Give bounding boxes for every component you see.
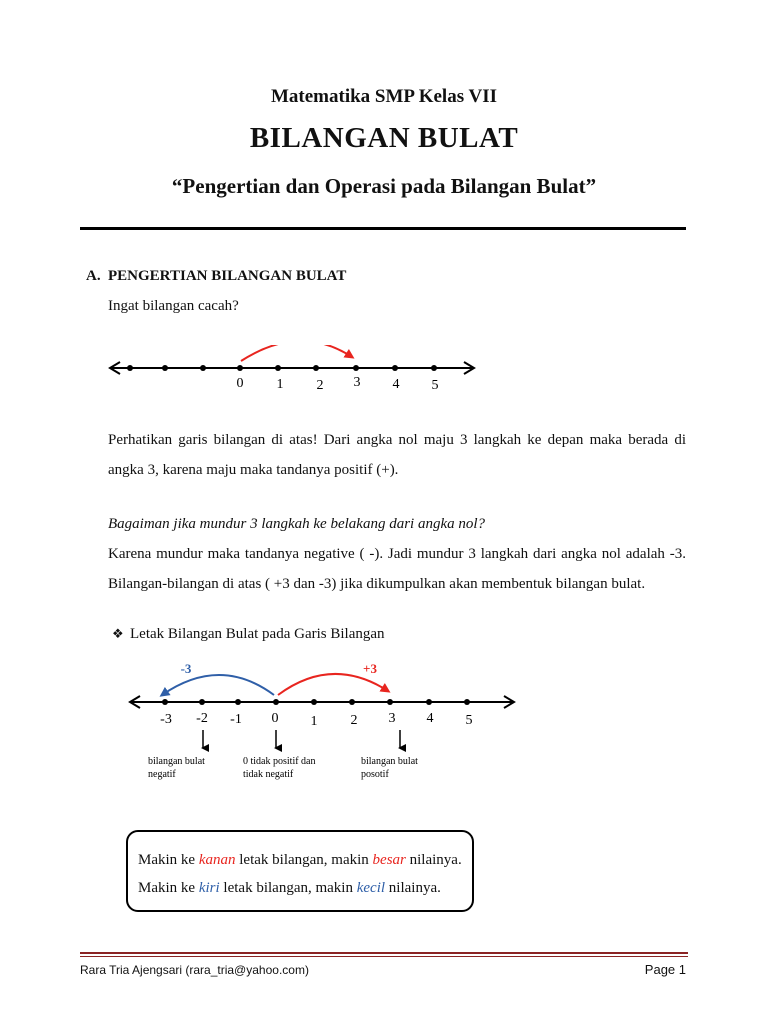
tick-dot <box>275 365 281 371</box>
tick-dot <box>127 365 133 371</box>
tick-dot <box>273 699 279 705</box>
note-emphasis: kanan <box>198 852 236 868</box>
diamond-bullet-icon: ❖ <box>112 626 124 641</box>
note-emphasis: kecil <box>356 880 386 896</box>
note-emphasis: kiri <box>198 880 220 896</box>
tick-dot <box>464 699 470 705</box>
minus-three-arrow <box>162 675 274 695</box>
tick-label: -2 <box>196 711 208 726</box>
note-text: letak bilangan, makin <box>219 880 357 896</box>
paragraph-explanation: Perhatikan garis bilangan di atas! Dari angka nol maju 3 langkah ke depan maka berada di angka 3, karena maju maka tandanya positif (+). <box>108 432 686 478</box>
section-title: PENGERTIAN BILANGAN BULAT <box>108 268 347 284</box>
tick-label: 0 <box>236 376 244 391</box>
tick-dot <box>200 365 206 371</box>
tick-label: 4 <box>426 711 434 726</box>
note-text: letak bilangan, makin <box>235 852 373 868</box>
tick-label: -3 <box>160 712 172 727</box>
annotation-positive-line1: bilangan bulat <box>361 756 418 767</box>
page-title: BILANGAN BULAT <box>249 122 519 154</box>
tick-dot <box>162 699 168 705</box>
tick-dot <box>353 365 359 371</box>
annotation-negative-line2: negatif <box>148 769 176 780</box>
tick-dot <box>431 365 437 371</box>
plus-three-arrow <box>278 674 388 695</box>
tick-dot <box>387 699 393 705</box>
tick-label: 1 <box>276 377 284 392</box>
footer-author: Rara Tria Ajengsari (rara_tria@yahoo.com) <box>80 963 309 977</box>
note-box <box>126 830 474 912</box>
tick-dot <box>162 365 168 371</box>
number-line-whole-numbers <box>100 345 490 405</box>
page-number: Page 1 <box>644 962 686 977</box>
annotation-positive-line2: posotif <box>361 769 389 780</box>
bullet-item <box>112 626 385 643</box>
tick-dot <box>392 365 398 371</box>
annotation-zero-line2: tidak negatif <box>243 769 294 780</box>
tick-label: 2 <box>350 713 358 728</box>
note-text: Makin ke <box>138 852 199 868</box>
question-italic: Bagaiman jika mundur 3 langkah ke belakang dari angka nol? <box>108 516 486 532</box>
minus-three-label: -3 <box>180 661 192 676</box>
note-text: nilainya. <box>405 852 462 868</box>
tick-label: 1 <box>310 714 318 729</box>
note-emphasis: besar <box>372 852 406 868</box>
plus-three-arrow <box>241 345 352 361</box>
note-line-left <box>138 874 472 902</box>
tick-label: 5 <box>465 713 473 728</box>
intro-question: Ingat bilangan cacah? <box>108 298 239 314</box>
tick-label: 3 <box>353 375 361 390</box>
section-heading <box>86 268 346 285</box>
page-subtitle: “Pengertian dan Operasi pada Bilangan Bulat” <box>171 174 597 198</box>
tick-label: 5 <box>431 378 439 393</box>
footer-divider <box>80 952 688 954</box>
tick-label: 4 <box>392 377 400 392</box>
subject-heading: Matematika SMP Kelas VII <box>270 86 498 107</box>
note-text: Makin ke <box>138 880 199 896</box>
section-letter: A. <box>86 268 101 284</box>
annotation-zero-line1: 0 tidak positif dan <box>243 756 316 767</box>
tick-label: 3 <box>388 711 396 726</box>
tick-dot <box>349 699 355 705</box>
note-line-right <box>138 846 472 874</box>
tick-dot <box>311 699 317 705</box>
note-text: nilainya. <box>385 880 441 896</box>
header-divider <box>80 227 686 230</box>
tick-label: 2 <box>316 378 324 393</box>
paragraph-negative: Karena mundur maka tandanya negative ( -). Jadi mundur 3 langkah dari angka nol adalah -3. Bilangan-bilangan di atas ( +3 dan -3) jika dikumpulkan akan membentuk bilangan bulat. <box>108 546 686 592</box>
number-line-integers <box>120 655 530 785</box>
tick-label: 0 <box>271 711 279 726</box>
tick-dot <box>426 699 432 705</box>
tick-dot <box>235 699 241 705</box>
tick-dot <box>237 365 243 371</box>
plus-three-label: +3 <box>363 661 377 676</box>
tick-dot <box>313 365 319 371</box>
tick-dot <box>199 699 205 705</box>
bullet-text: Letak Bilangan Bulat pada Garis Bilangan <box>130 626 385 642</box>
annotation-negative-line1: bilangan bulat <box>148 756 205 767</box>
footer-divider <box>80 956 688 957</box>
tick-label: -1 <box>230 712 242 727</box>
